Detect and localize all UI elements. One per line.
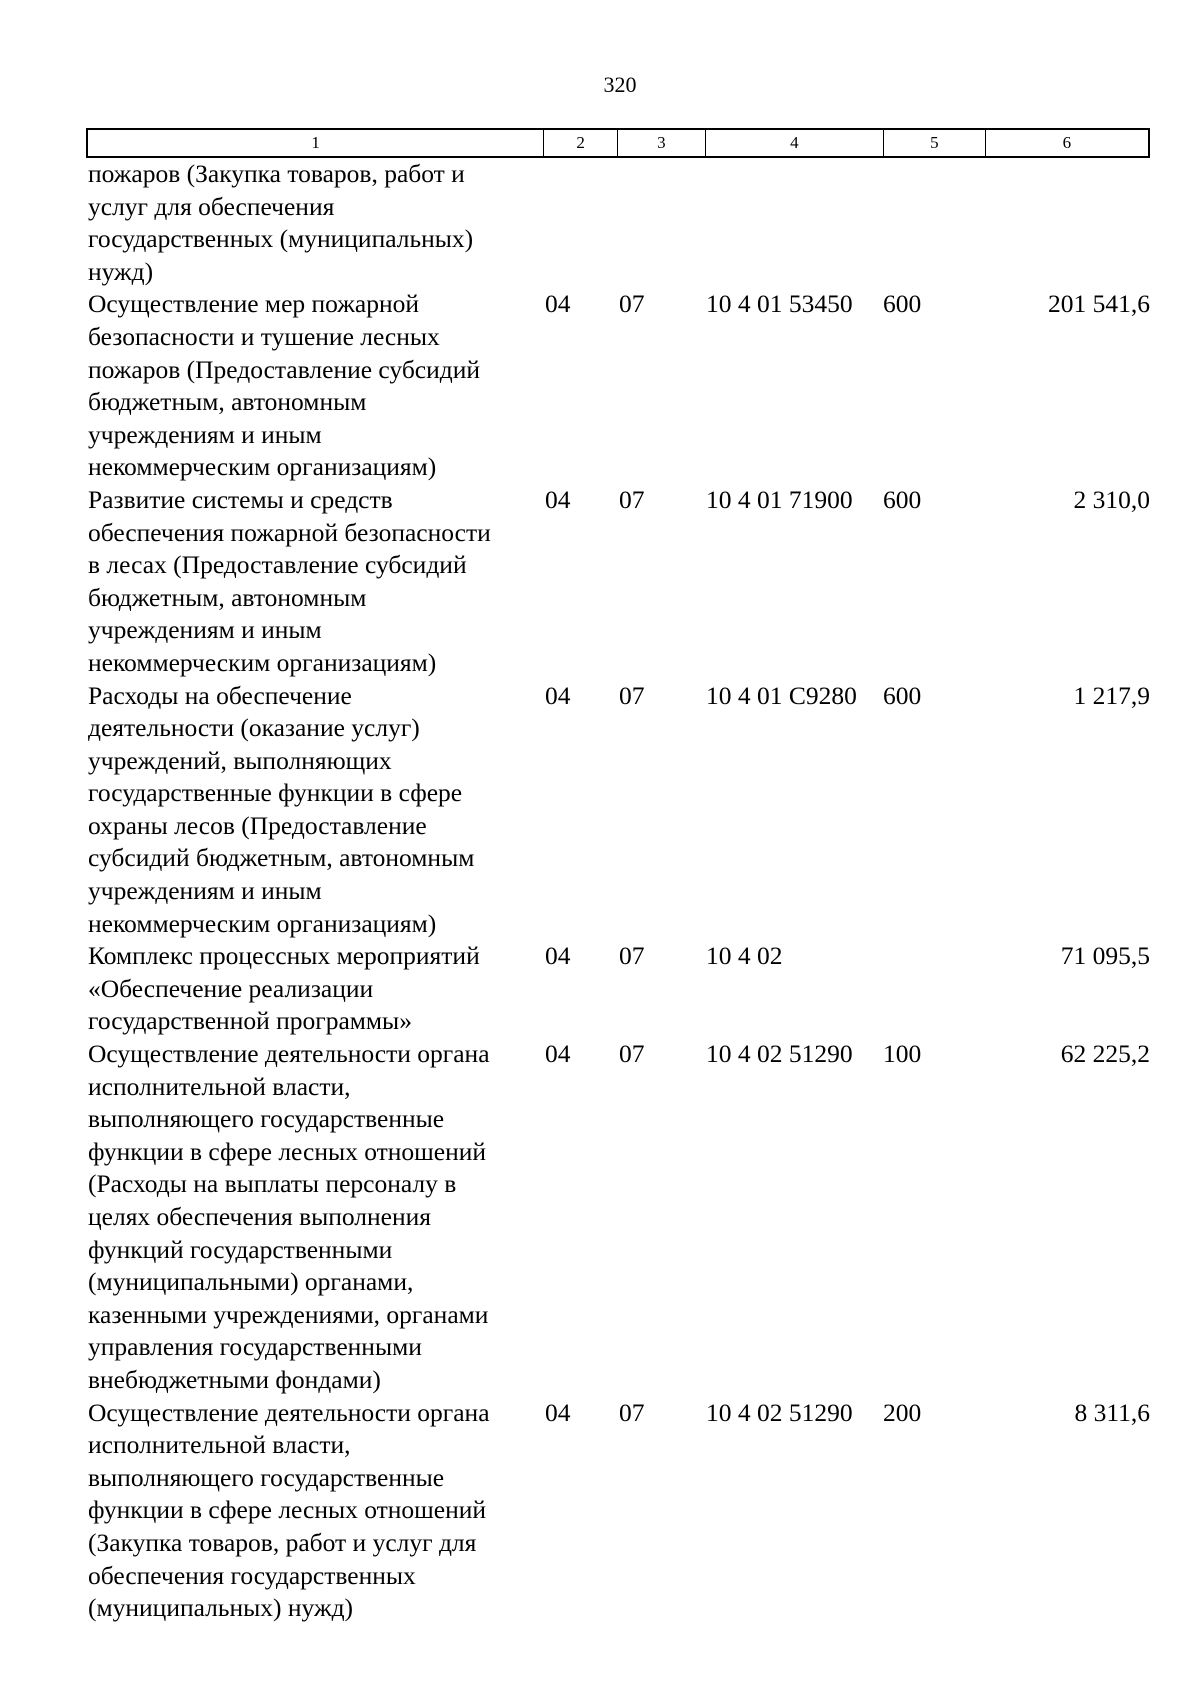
row-amount: 2 310,0 [1073, 484, 1150, 514]
row-subsection: 07 [619, 1397, 645, 1427]
row-amount: 62 225,2 [1060, 1039, 1150, 1069]
row-expense-type: 600 [883, 680, 922, 710]
row-subsection [619, 158, 706, 288]
table-row [88, 1397, 1150, 1625]
row-subsection: 07 [619, 484, 645, 514]
row-section: 04 [545, 941, 571, 971]
row-section: 04 [545, 289, 571, 319]
table-row [88, 158, 1150, 288]
row-amount: 1 217,9 [1073, 680, 1150, 710]
row-section [545, 158, 619, 288]
row-subsection: 07 [619, 941, 645, 971]
row-target-article: 10 4 01 53450 [706, 289, 853, 319]
row-expense-type [883, 158, 987, 288]
row-section: 04 [545, 680, 571, 710]
row-subsection: 07 [619, 289, 645, 319]
row-target-article: 10 4 02 [706, 941, 783, 971]
row-description: Развитие системы и средств обеспечения пожарной безопасности в лесах (Предоставление субсидий бюджетным, автономным учреждениям и иным некоммерческим организациям) [88, 484, 491, 677]
column-header-description: 1 [88, 130, 544, 156]
row-target-article [706, 158, 883, 288]
table-body [88, 158, 1150, 1625]
page-number: 320 [603, 72, 637, 97]
row-target-article: 10 4 01 71900 [706, 484, 853, 514]
column-header-expense-type: 5 [884, 130, 986, 156]
row-expense-type: 600 [883, 484, 922, 514]
column-header-subsection: 3 [618, 130, 706, 156]
row-subsection: 07 [619, 1039, 645, 1069]
row-description: пожаров (Закупка товаров, работ и услуг для обеспечения государственных (муниципальных) нужд) [88, 159, 474, 286]
row-expense-type: 100 [883, 1039, 922, 1069]
row-amount: 8 311,6 [1074, 1397, 1150, 1427]
table-row [88, 1038, 1150, 1397]
row-subsection: 07 [619, 680, 645, 710]
row-section: 04 [545, 484, 571, 514]
row-description: Расходы на обеспечение деятельности (оказание услуг) учреждений, выполняющих государственные функции в сфере охраны лесов (Предоставление субсидий бюджетным, автономным учреждениям и иным некоммерческим организациям) [88, 680, 475, 938]
row-description: Комплекс процессных мероприятий «Обеспечение реализации государственной программы» [88, 941, 480, 1036]
row-target-article: 10 4 02 51290 [706, 1039, 853, 1069]
column-header-section: 2 [544, 130, 618, 156]
column-header-amount: 6 [1062, 133, 1072, 152]
row-section: 04 [545, 1039, 571, 1069]
row-description: Осуществление мер пожарной безопасности и тушение лесных пожаров (Предоставление субсидий бюджетным, автономным учреждениям и иным некоммерческим организациям) [88, 289, 481, 482]
row-section: 04 [545, 1397, 571, 1427]
table-row [88, 484, 1150, 680]
row-target-article: 10 4 02 51290 [706, 1397, 853, 1427]
row-description: Осуществление деятельности органа исполнительной власти, выполняющего государственные функции в сфере лесных отношений (Закупка товаров, работ и услуг для обеспечения государственных (муниципальных) нужд) [88, 1397, 490, 1623]
row-expense-type [883, 940, 987, 1038]
table-row [88, 288, 1150, 484]
row-amount [987, 158, 1150, 288]
row-amount: 201 541,6 [1048, 289, 1150, 319]
table-header-row [86, 128, 1150, 158]
row-expense-type: 600 [883, 289, 922, 319]
table-row [88, 940, 1150, 1038]
row-description: Осуществление деятельности органа исполнительной власти, выполняющего государственные функции в сфере лесных отношений (Расходы на выплаты персоналу в целях обеспечения выполнения функций государственными (муниципальными) органами, казенными учреждениями, органами управления государственными внебюджетными фондами) [88, 1039, 490, 1394]
row-expense-type: 200 [883, 1397, 922, 1427]
row-target-article: 10 4 01 С9280 [706, 680, 857, 710]
table-row [88, 680, 1150, 941]
row-amount: 71 095,5 [1060, 941, 1150, 971]
column-header-target-article: 4 [706, 130, 884, 156]
